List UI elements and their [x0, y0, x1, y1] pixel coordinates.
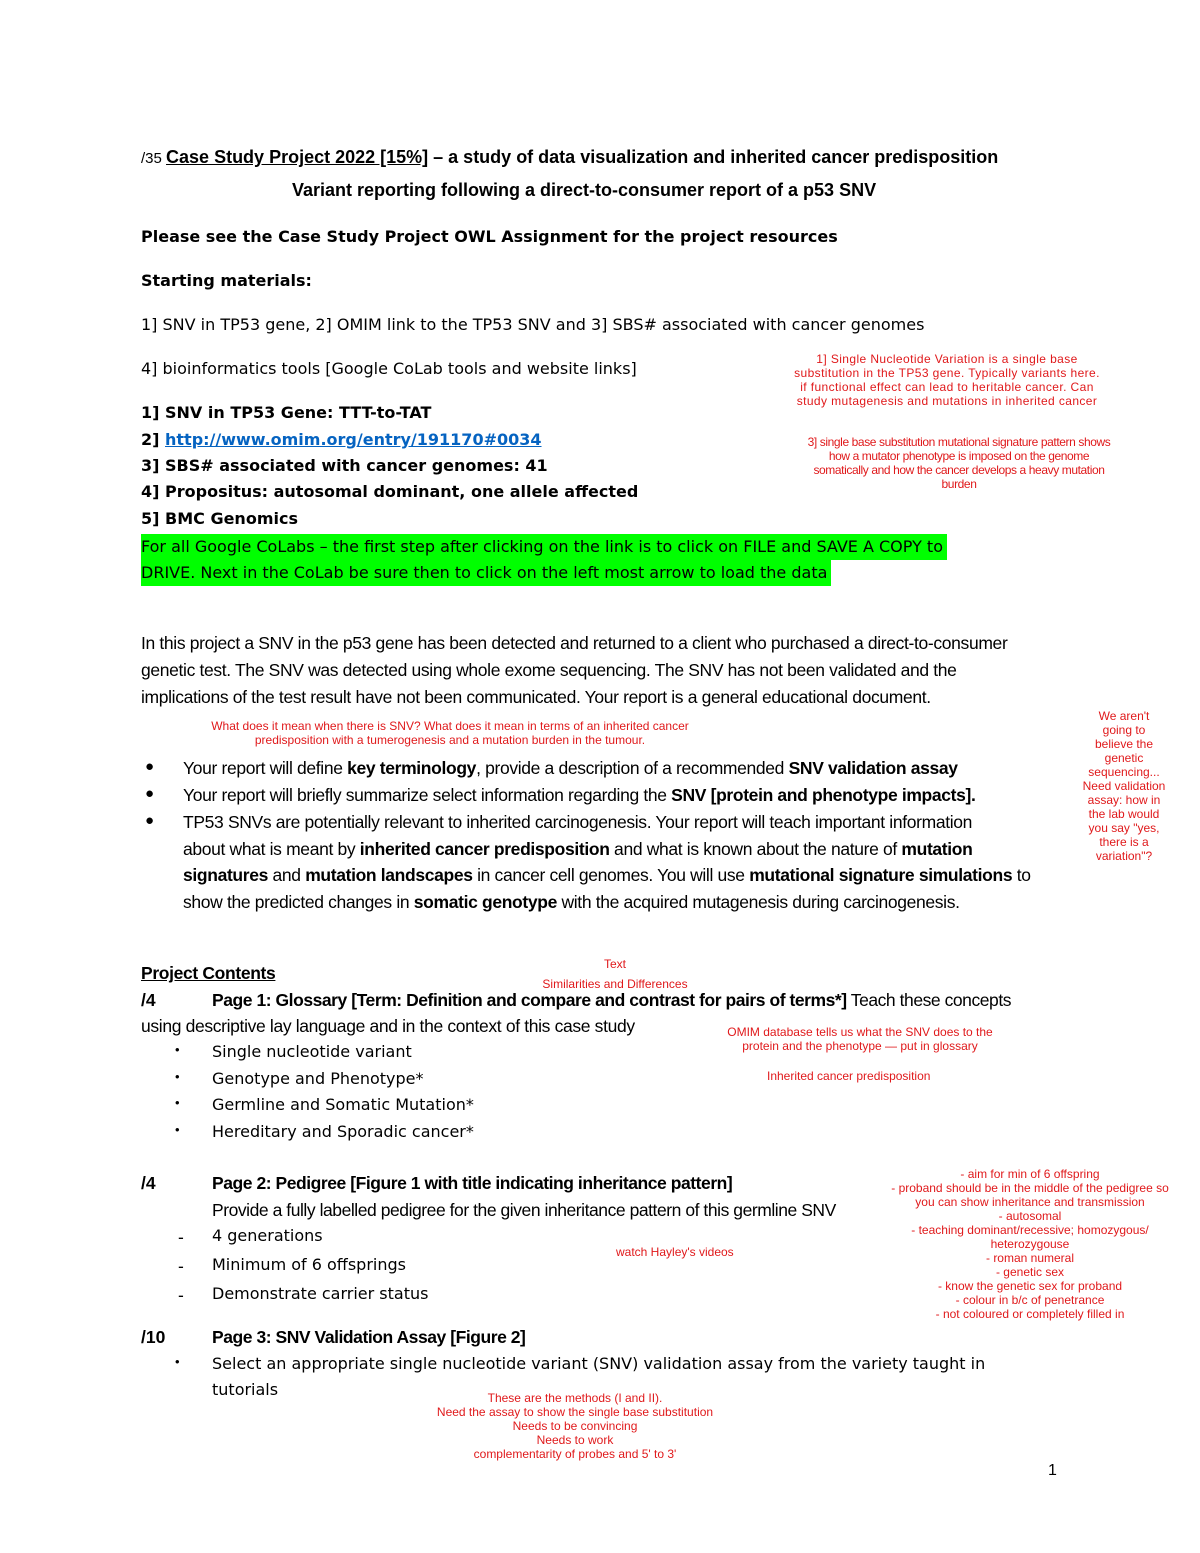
bullet-3-line-4: [183, 891, 960, 913]
annotation-line: - know the genetic sex for proband: [937, 1279, 1123, 1293]
annotation-line: - genetic sex: [995, 1265, 1065, 1279]
annotation-line: - teaching dominant/recessive; homozygous/: [911, 1223, 1149, 1237]
annotation-line: going to: [1102, 723, 1146, 737]
dash-marker: -: [178, 1227, 184, 1247]
annotation-line: Similarities and Differences: [542, 977, 688, 991]
intro-paragraph-line-3: implications of the test result have not been communicated. Your report is a general educational document.: [141, 687, 931, 707]
bullet-dot: ●: [145, 785, 155, 802]
annotation-line: - not coloured or completely filled in: [935, 1307, 1125, 1321]
page-3-score: /10: [141, 1327, 166, 1347]
bullet-dot: •: [175, 1095, 180, 1110]
bullet-dot: ●: [145, 758, 155, 775]
annotation-line: - proband should be in the middle of the pedigree so: [891, 1181, 1169, 1195]
score-prefix: /35: [141, 150, 167, 167]
annotation-line: OMIM database tells us what the SNV does to the: [727, 1025, 993, 1039]
page-1-score: /4: [141, 990, 156, 1010]
annotation-line: assay: how in: [1087, 793, 1161, 807]
annotation-line: Needs to be convincing: [512, 1419, 638, 1433]
bullet-1-text-2: , provide a description of a recommended: [476, 758, 789, 778]
dash-marker: -: [178, 1285, 184, 1305]
material-item-1: 1] SNV in TP53 Gene: TTT-to-TAT: [141, 403, 432, 422]
annotation-line: Text: [603, 957, 626, 971]
text: about what is meant by: [183, 839, 360, 859]
material-item-4: 4] Propositus: autosomal dominant, one allele affected: [141, 482, 639, 501]
bullet-2-bold: SNV [protein and phenotype impacts].: [671, 785, 976, 805]
colab-instruction-line-2: DRIVE. Next in the CoLab be sure then to click on the left most arrow to load the data: [141, 560, 831, 586]
annotation-text-similarities: [530, 954, 700, 994]
annotation-line: variation"?: [1095, 849, 1153, 863]
annotation-line: if functional effect can lead to heritable cancer. Can: [800, 380, 1094, 394]
annotation-line: 1] Single Nucleotide Variation is a single base: [816, 352, 1078, 366]
bullet-3-line-3: [183, 864, 1031, 886]
bullet-3-line-1: TP53 SNVs are potentially relevant to inherited carcinogenesis. Your report will teach important information: [183, 812, 973, 832]
bullet-dot: ●: [145, 812, 155, 829]
text: with the acquired mutagenesis during carcinogenesis.: [556, 892, 960, 912]
bold-term: inherited cancer predisposition: [359, 839, 610, 859]
annotation-snv-meaning: [170, 719, 730, 747]
page-2-title: Page 2: Pedigree [Figure 1 with title indicating inheritance pattern]: [212, 1173, 733, 1193]
materials-line-2: 4] bioinformatics tools [Google CoLab tools and website links]: [141, 359, 637, 378]
text: show the predicted changes in: [183, 892, 414, 912]
annotation-line: We aren't: [1098, 709, 1150, 723]
annotation-line: - autosomal: [998, 1209, 1062, 1223]
title-main: Case Study Project 2022 [15%]: [166, 147, 429, 167]
bullet-2: [183, 784, 976, 806]
annotation-watch-videos: watch Hayley's videos: [616, 1245, 734, 1259]
annotation-line: burden: [941, 477, 977, 491]
annotation-line: the lab would: [1088, 807, 1160, 821]
annotation-line: - colour in b/c of penetrance: [955, 1293, 1105, 1307]
bullet-1-text: Your report will define: [183, 758, 348, 778]
annotation-line: believe the: [1094, 737, 1154, 751]
starting-materials-label: Starting materials:: [141, 271, 312, 290]
annotation-line: substitution in the TP53 gene. Typically variants here.: [794, 366, 1100, 380]
annotation-line: These are the methods (I and II).: [487, 1391, 663, 1405]
annotation-line: you say "yes,: [1088, 821, 1160, 835]
annotation-line: Need validation: [1082, 779, 1166, 793]
text: and: [268, 865, 306, 885]
annotation-line: how a mutator phenotype is imposed on the genome: [828, 449, 1090, 463]
pedigree-item: 4 generations: [212, 1226, 323, 1245]
material-item-2: [141, 429, 542, 451]
material-item-2-prefix: 2]: [141, 430, 166, 449]
page-1-description: using descriptive lay language and in the context of this case study: [141, 1016, 635, 1036]
validation-item-line-1: Select an appropriate single nucleotide variant (SNV) validation assay from the variety taught in: [212, 1354, 986, 1373]
glossary-item: Germline and Somatic Mutation*: [212, 1095, 474, 1114]
intro-paragraph-line-2: genetic test. The SNV was detected using whole exome sequencing. The SNV has not been validated and the: [141, 660, 957, 680]
bold-term: mutational signature simulations: [749, 865, 1013, 885]
bullet-dot: •: [175, 1354, 180, 1369]
bullet-1-bold: key terminology: [347, 758, 477, 778]
intro-paragraph-line-1: In this project a SNV in the p53 gene has been detected and returned to a client who purchased a direct-to-consumer: [141, 633, 1008, 653]
document-subtitle: Variant reporting following a direct-to-consumer report of a p53 SNV: [292, 180, 877, 200]
glossary-item: Single nucleotide variant: [212, 1042, 412, 1061]
annotation-line: there is a: [1099, 835, 1149, 849]
annotation-line: predisposition with a tumerogenesis and a mutation burden in the tumour.: [254, 733, 646, 747]
page-2-description: Provide a fully labelled pedigree for the given inheritance pattern of this germline SNV: [212, 1200, 836, 1220]
annotation-line: somatically and how the cancer develops a heavy mutation: [813, 463, 1105, 477]
annotation-line: complementarity of probes and 5' to 3': [473, 1447, 677, 1461]
material-item-5: 5] BMC Genomics: [141, 509, 298, 528]
bullet-dot: •: [175, 1122, 180, 1137]
glossary-item: Genotype and Phenotype*: [212, 1069, 424, 1088]
page-3-title: Page 3: SNV Validation Assay [Figure 2]: [212, 1327, 526, 1347]
annotation-line: 3] single base substitution mutational signature pattern shows: [807, 435, 1111, 449]
bullet-dot: •: [175, 1042, 180, 1057]
glossary-item: Hereditary and Sporadic cancer*: [212, 1122, 474, 1141]
bullet-3-line-2: [183, 838, 972, 860]
bullet-dot: •: [175, 1069, 180, 1084]
document-title: [141, 147, 998, 168]
annotation-line: - roman numeral: [985, 1251, 1075, 1265]
annotation-line: - aim for min of 6 offspring: [960, 1167, 1100, 1181]
text: and what is known about the nature of: [609, 839, 902, 859]
page-number: 1: [1048, 1462, 1057, 1479]
annotation-line: study mutagenesis and mutations in inherited cancer: [796, 394, 1098, 408]
bold-term: mutation landscapes: [305, 865, 473, 885]
pedigree-item: Demonstrate carrier status: [212, 1284, 429, 1303]
annotation-line: What does it mean when there is SNV? What does it mean in terms of an inherited cancer: [211, 719, 689, 733]
page-1-title: Page 1: Glossary [Term: Definition and compare and contrast for pairs of terms*]: [212, 990, 847, 1010]
project-contents-heading: Project Contents: [141, 963, 276, 983]
annotation-assay-methods: [400, 1391, 750, 1461]
annotation-line: Needs to work: [536, 1433, 614, 1447]
annotation-omim-glossary: [690, 1025, 1030, 1053]
annotation-line: Need the assay to show the single base substitution: [436, 1405, 714, 1419]
materials-line-1: 1] SNV in TP53 gene, 2] OMIM link to the TP53 SNV and 3] SBS# associated with cancer genomes: [141, 315, 925, 334]
annotation-line: genetic: [1104, 751, 1144, 765]
annotation-line: protein and the phenotype — put in glossary: [742, 1039, 978, 1053]
annotation-pedigree-notes: [865, 1167, 1195, 1321]
material-item-3: 3] SBS# associated with cancer genomes: 41: [141, 456, 548, 475]
validation-item-line-2: tutorials: [212, 1380, 279, 1399]
pedigree-item: Minimum of 6 offsprings: [212, 1255, 406, 1274]
annotation-sbs-signature: [755, 435, 1163, 491]
omim-link[interactable]: http://www.omim.org/entry/191170#0034: [165, 430, 542, 449]
text: in cancer cell genomes. You will use: [472, 865, 750, 885]
annotation-line: heterozygouse: [990, 1237, 1070, 1251]
colab-instruction-line-1: For all Google CoLabs – the first step after clicking on the link is to click on FILE and SAVE A COPY to: [141, 534, 947, 560]
annotation-line: you can show inheritance and transmission: [915, 1195, 1145, 1209]
title-rest: – a study of data visualization and inherited cancer predisposition: [428, 147, 999, 167]
page-1-title-rest: Teach these concepts: [846, 990, 1012, 1010]
bullet-1-bold-2: SNV validation assay: [788, 758, 958, 778]
dash-marker: -: [178, 1256, 184, 1276]
bullet-2-text: Your report will briefly summarize select information regarding the: [183, 785, 672, 805]
annotation-inherited-predisposition: Inherited cancer predisposition: [767, 1069, 931, 1083]
page-2-score: /4: [141, 1173, 156, 1193]
annotation-line: sequencing...: [1088, 765, 1160, 779]
annotation-snv-definition: [762, 352, 1132, 408]
bullet-1: [183, 757, 958, 779]
owl-note: Please see the Case Study Project OWL Assignment for the project resources: [141, 227, 838, 246]
bold-term: signatures: [183, 865, 268, 885]
annotation-validation-question: [1064, 709, 1184, 863]
text: to: [1012, 865, 1031, 885]
bold-term: somatic genotype: [413, 892, 557, 912]
bold-term: mutation: [901, 839, 973, 859]
